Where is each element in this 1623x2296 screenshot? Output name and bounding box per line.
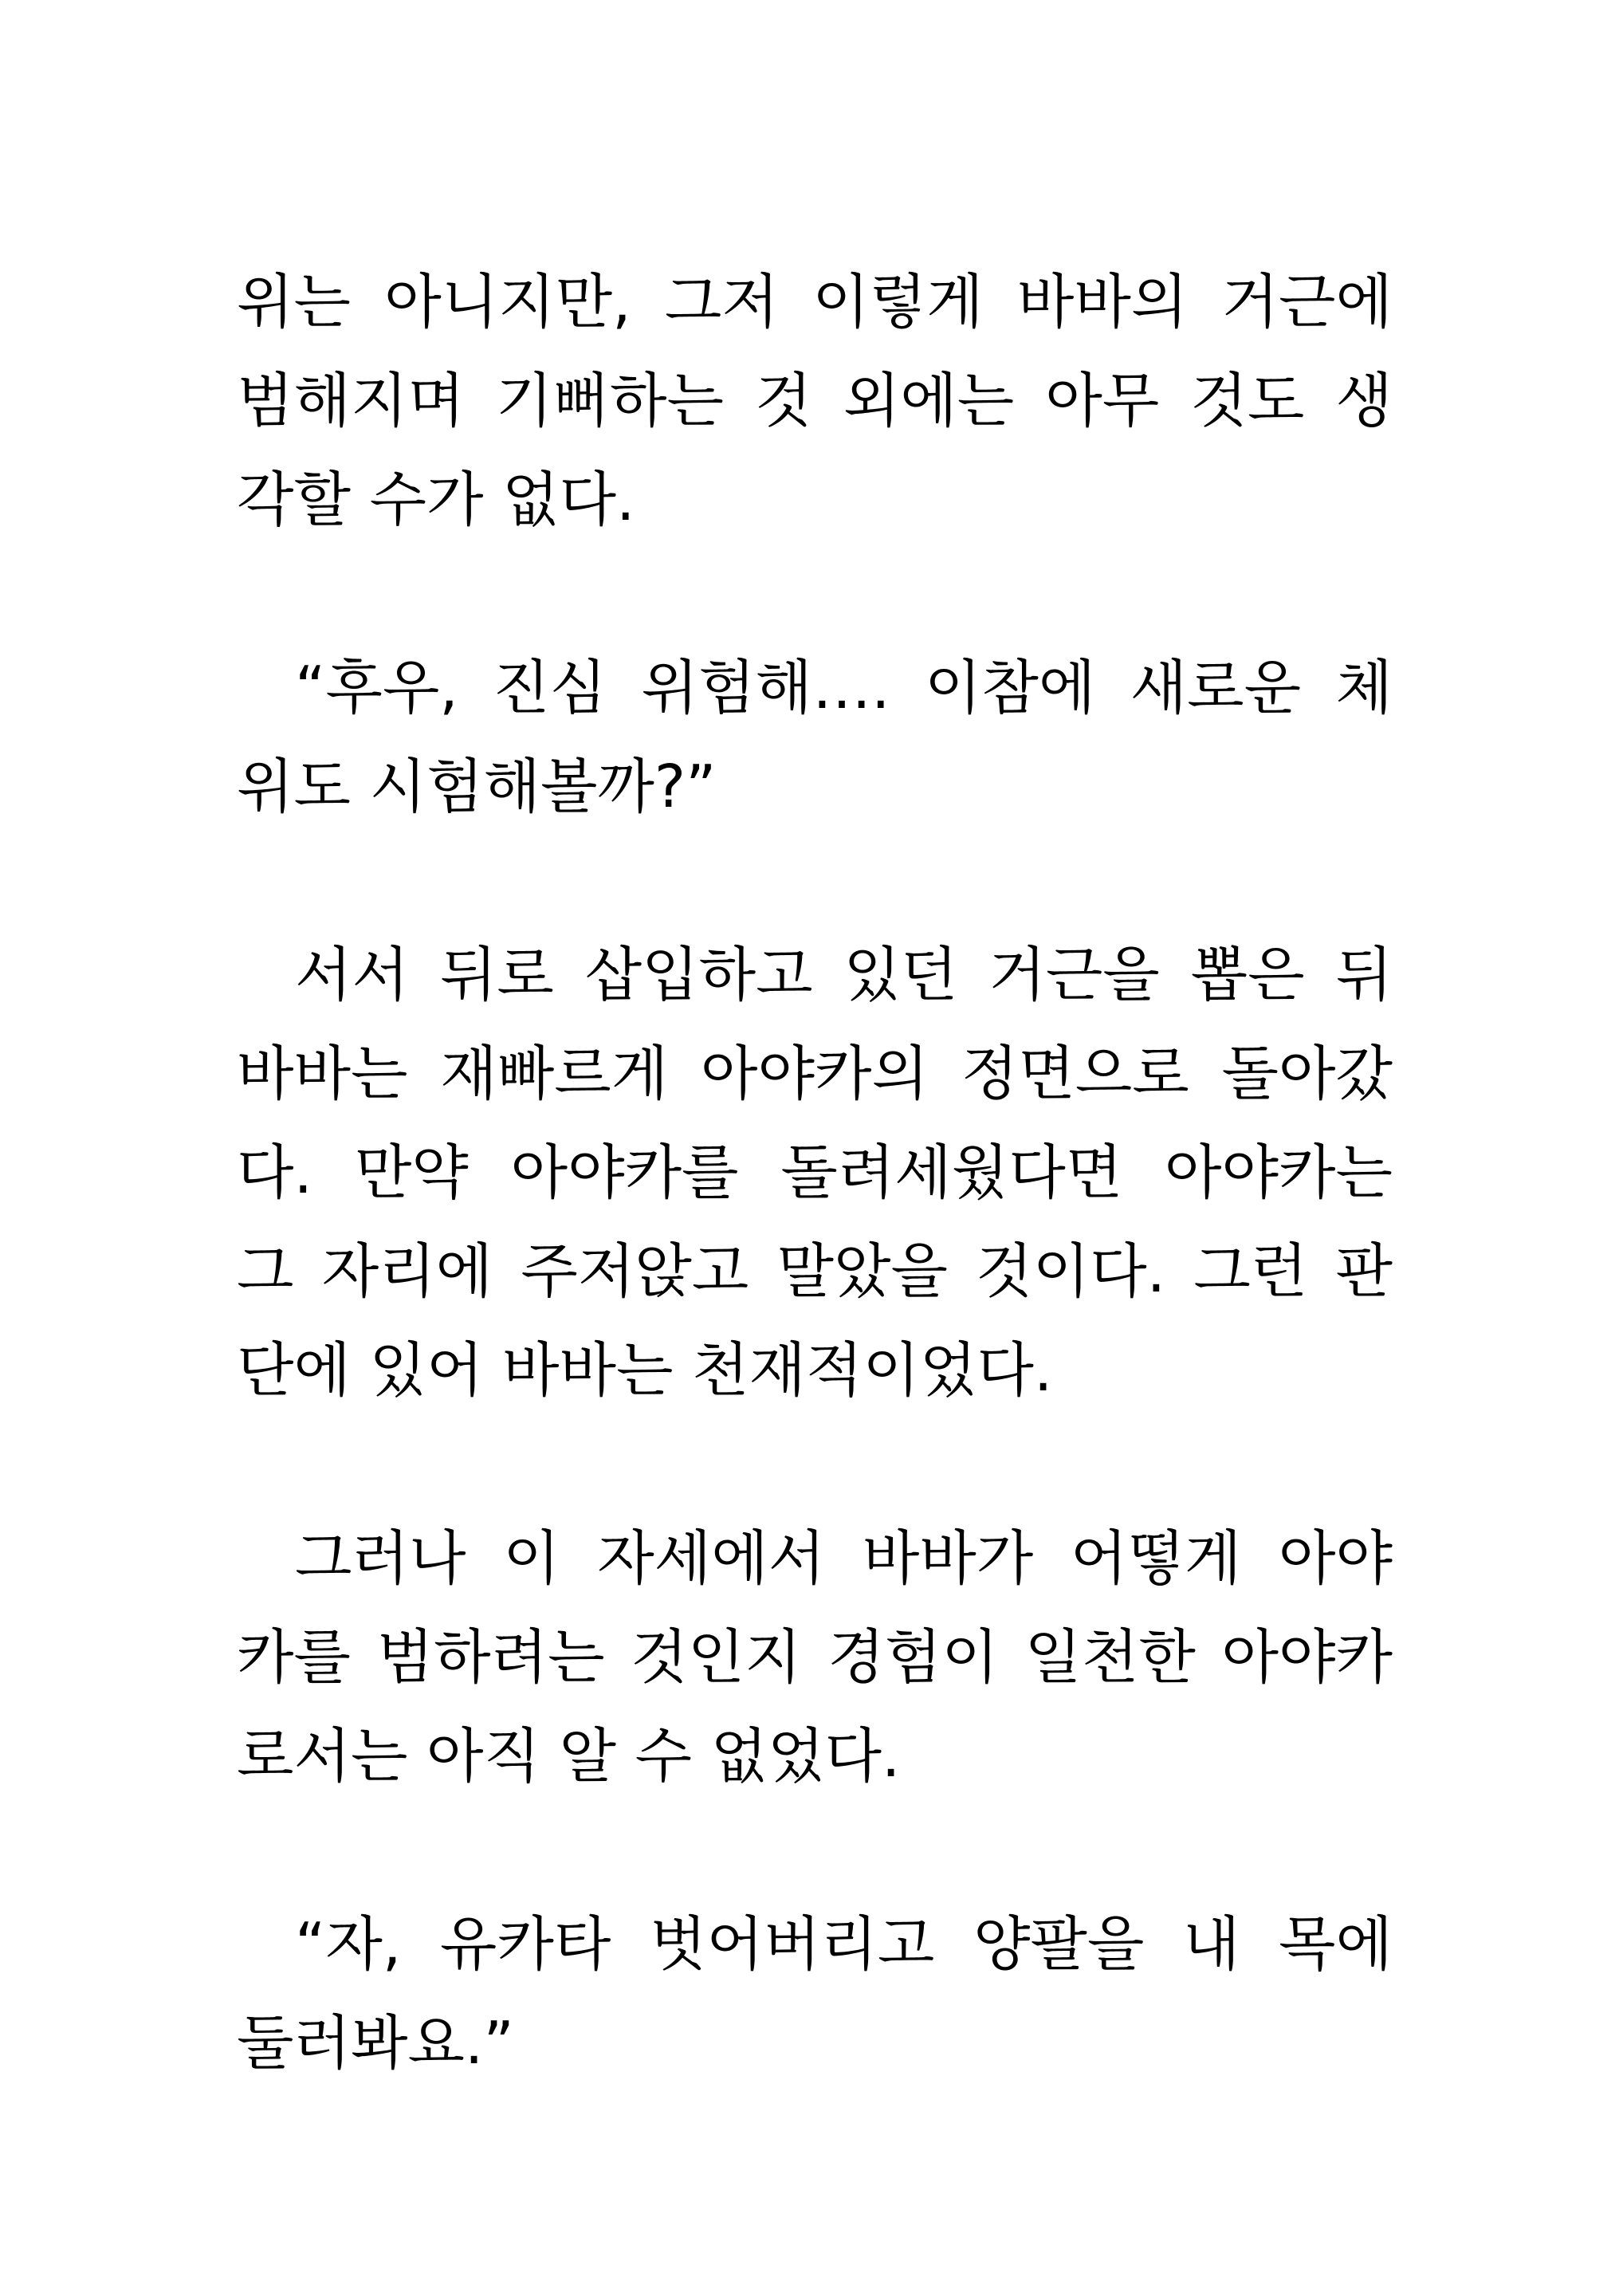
text-line: 위는 아니지만, 그저 이렇게 바바의 거근에 [237, 268, 1393, 336]
text-line: 로서는 아직 알 수 없었다. [237, 1722, 901, 1791]
text-line: “후우, 진심 위험해…. 이참에 새로운 체 [295, 654, 1393, 722]
text-line: 카를 범하려는 것인지 경험이 일천한 아야카 [237, 1623, 1393, 1692]
text-line: 단에 있어 바바는 천재적이었다. [237, 1336, 1053, 1405]
text-line: 그 자리에 주저앉고 말았을 것이다. 그런 판 [237, 1237, 1393, 1306]
text-line: 바바는 재빠르게 아야카의 정면으로 돌아갔 [237, 1040, 1393, 1108]
text-line: 둘러봐요.” [237, 2009, 514, 2078]
text-line: 다. 만약 아야카를 돌려세웠다면 아야카는 [237, 1138, 1393, 1207]
text-line: 서서 뒤로 삽입하고 있던 거근을 뽑은 뒤 [295, 941, 1393, 1009]
text-line: 그러나 이 자세에서 바바가 어떻게 아야 [295, 1524, 1393, 1593]
text-line: 각할 수가 없다. [237, 466, 635, 534]
text-line: 위도 시험해볼까?” [237, 753, 717, 821]
text-line: 범해지며 기뻐하는 것 외에는 아무 것도 생 [237, 367, 1393, 435]
text-line: “자, 유카타 벗어버리고 양팔을 내 목에 [295, 1910, 1393, 1979]
